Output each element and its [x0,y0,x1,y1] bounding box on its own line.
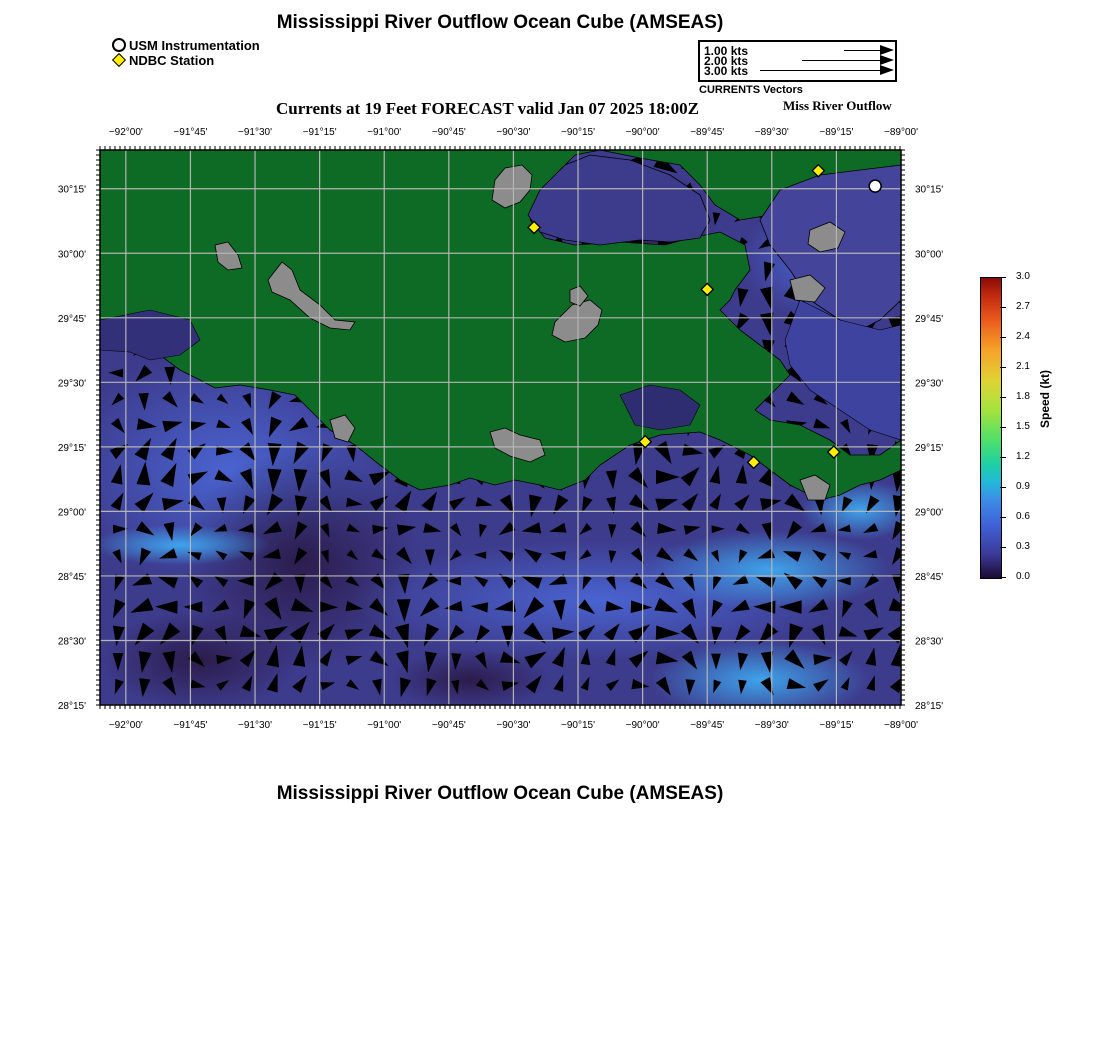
lon-label-bottom: −92°00' [108,720,143,731]
lat-label-right: 29°45' [915,313,944,325]
colorbar-label: 0.6 [1016,511,1030,522]
vector-key-label-2: 2.00 kts [704,54,749,68]
lon-label-bottom: −91°15' [302,720,337,731]
lon-label-bottom: −91°30' [238,720,273,731]
lon-label-bottom: −89°15' [819,720,854,731]
lon-labels-bottom [109,720,918,731]
lon-label-top: −89°00' [884,127,918,138]
page-title-bottom: Mississippi River Outflow Ocean Cube (AMSEAS) [276,783,724,804]
lat-label-right: 29°15' [915,442,944,454]
lon-label-top: −91°30' [238,127,273,138]
colorbar-label: 0.3 [1016,541,1030,552]
lon-labels-top [109,127,918,138]
lon-label-top: −91°00' [367,127,402,138]
lat-label-left: 29°15' [57,442,86,454]
lon-label-bottom: −89°00' [884,720,918,731]
lat-labels-right [915,185,943,712]
colorbar-tick [1000,487,1006,488]
lon-label-top: −90°00' [625,127,660,138]
colorbar-label: 2.4 [1016,331,1030,342]
colorbar-tick [1000,577,1006,578]
lat-label-left: 30°00' [57,249,86,261]
colorbar-label: 1.2 [1016,451,1030,462]
colorbar-label: 3.0 [1016,271,1030,282]
speed-colorbar [980,277,1002,579]
page-title: Mississippi River Outflow Ocean Cube (AMSEAS) [276,12,724,33]
lon-label-bottom: −91°00' [367,720,402,731]
lon-label-bottom: −89°30' [754,720,789,731]
colorbar-title: Speed (kt) [1038,369,1052,428]
lat-label-left: 29°45' [57,313,86,325]
colorbar-label: 0.0 [1016,571,1030,582]
colorbar-tick [1000,427,1006,428]
lat-label-left: 28°30' [57,636,86,648]
usm-station-marker [869,180,881,192]
colorbar-tick [1000,397,1006,398]
lon-label-top: −90°45' [431,127,466,138]
lon-label-bottom: −90°45' [431,720,466,731]
lat-label-right: 28°15' [915,701,944,712]
colorbar-tick [1000,517,1006,518]
map-subtitle: Currents at 19 Feet FORECAST valid Jan 07 2025 18:00Z [276,99,699,118]
lon-label-bottom: −91°45' [173,720,208,731]
lat-label-right: 28°45' [915,571,944,583]
lon-label-top: −91°45' [173,127,208,138]
colorbar-label: 1.8 [1016,391,1030,402]
lon-label-top: −90°15' [561,127,596,138]
colorbar-label: 2.1 [1016,361,1030,372]
lon-label-top: −90°30' [496,127,531,138]
lat-label-right: 28°30' [915,636,944,648]
colorbar-label: 1.5 [1016,421,1030,432]
lon-label-top: −92°00' [108,127,143,138]
vector-key-label-3: 3.00 kts [704,64,749,78]
lon-label-top: −89°15' [819,127,854,138]
lat-label-left: 29°30' [57,378,86,390]
colorbar-tick [1000,547,1006,548]
lat-label-left: 29°00' [57,507,86,519]
lat-label-right: 30°15' [915,184,944,196]
lon-label-top: −89°30' [754,127,789,138]
lat-label-left: 28°15' [57,701,86,712]
vector-key-caption: CURRENTS Vectors [699,84,803,96]
colorbar-tick [1000,277,1006,278]
lon-label-bottom: −90°30' [496,720,531,731]
lat-label-right: 29°30' [915,378,944,390]
vector-key-label-1: 1.00 kts [704,44,749,58]
lon-label-bottom: −90°00' [625,720,660,731]
colorbar-tick [1000,457,1006,458]
colorbar-tick [1000,367,1006,368]
lat-label-right: 29°00' [915,507,944,519]
lat-label-left: 28°45' [57,571,86,583]
lon-label-top: −91°15' [302,127,337,138]
region-label: Miss River Outflow [783,98,892,113]
colorbar-tick [1000,337,1006,338]
lon-label-top: −89°45' [690,127,725,138]
lat-label-left: 30°15' [57,184,86,196]
lat-labels-left [58,185,86,712]
colorbar-label: 2.7 [1016,301,1030,312]
legend-ndbc-label: NDBC Station [129,52,215,68]
lon-label-bottom: −89°45' [690,720,725,731]
lat-label-right: 30°00' [915,249,944,261]
lon-label-bottom: −90°15' [561,720,596,731]
colorbar-tick [1000,307,1006,308]
legend-usm-label: USM Instrumentation [129,37,260,53]
colorbar-label: 0.9 [1016,481,1030,492]
